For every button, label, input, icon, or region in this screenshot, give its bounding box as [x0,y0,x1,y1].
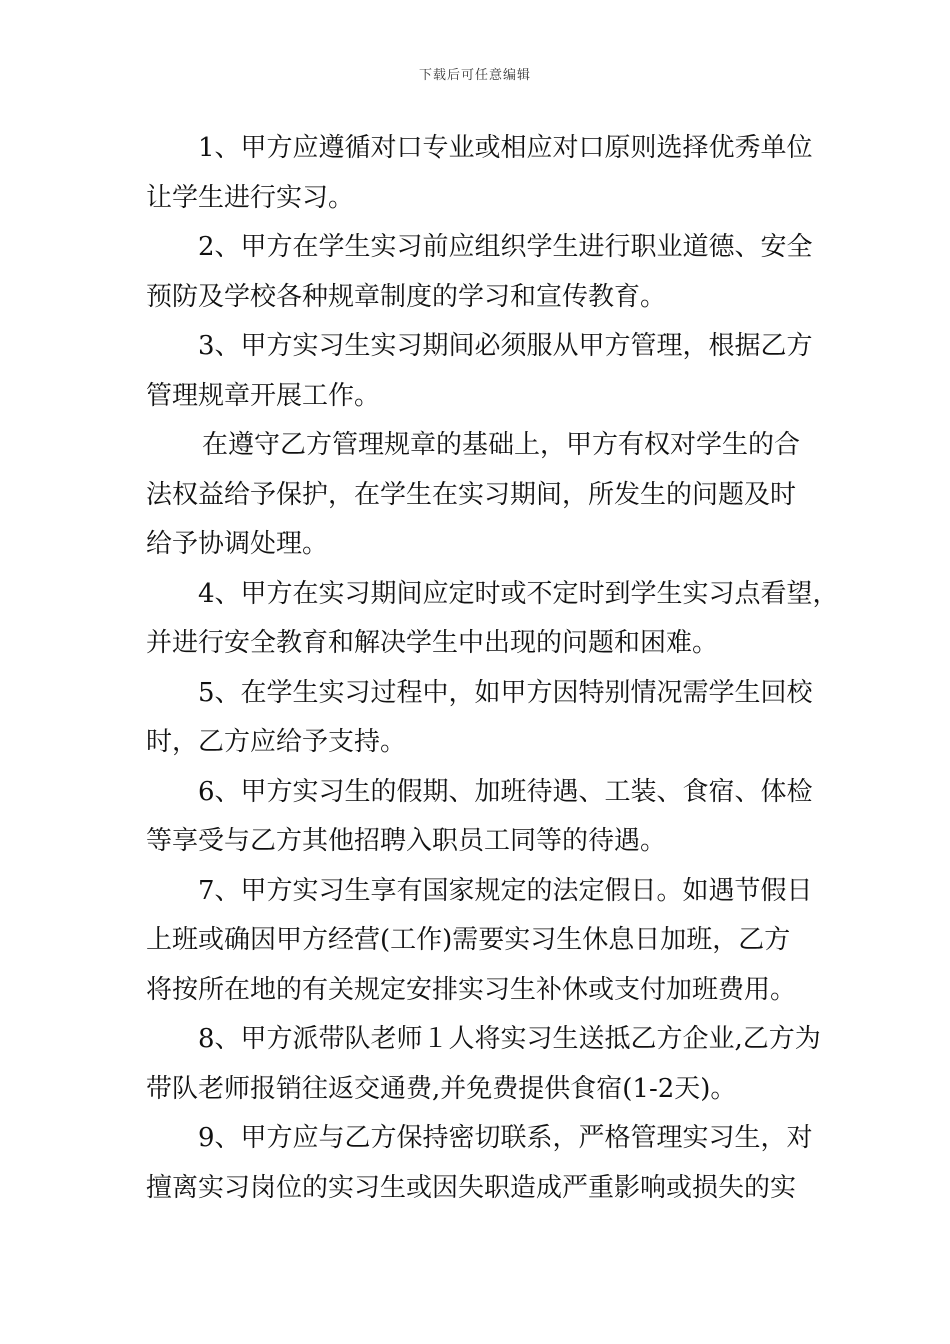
paragraph-6 [146,768,814,867]
paragraph-2 [146,223,814,322]
paragraph-5 [146,669,814,768]
text-line: 给予协调处理。 [146,529,329,559]
text-line: 8、甲方派带队老师１人将实习生送抵乙方企业,乙方为 [198,1024,821,1054]
text-line: 9、甲方应与乙方保持密切联系，严格管理实习生，对 [198,1123,813,1153]
text-line: 时，乙方应给予支持。 [146,727,407,757]
text-line: 6、甲方实习生的假期、加班待遇、工装、食宿、体检 [198,776,813,807]
text-line: 在遵守乙方管理规章的基础上，甲方有权对学生的合 [202,430,801,460]
text-line: 将按所在地的有关规定安排实习生补休或支付加班费用。 [146,974,797,1005]
text-line: 让学生进行实习。 [146,182,355,213]
text-line: 擅离实习岗位的实习生或因失职造成严重影响或损失的实 [146,1172,797,1203]
paragraph-1 [146,124,814,223]
paragraph-8 [146,1015,821,1114]
page-header: 下载后可任意编辑 [418,68,531,83]
text-line: 5、在学生实习过程中，如甲方因特别情况需学生回校 [198,677,813,708]
text-line: 管理规章开展工作。 [146,380,381,411]
text-line: 法权益给予保护，在学生在实习期间，所发生的问题及时 [146,479,797,510]
text-line: 3、甲方实习生实习期间必须服从甲方管理，根据乙方 [198,331,813,361]
text-line: 带队老师报销往返交通费,并免费提供食宿(1-2天)。 [146,1073,737,1104]
paragraph-9 [146,1114,814,1213]
document-body [146,124,839,1213]
paragraph-3-supplement [146,421,814,570]
paragraph-7 [146,867,814,1016]
text-line: 预防及学校各种规章制度的学习和宣传教育。 [146,281,667,312]
text-line: 2、甲方在学生实习前应组织学生进行职业道德、安全 [198,232,813,262]
paragraph-4 [146,570,839,669]
paragraph-3 [146,322,814,421]
text-line: 1、甲方应遵循对口专业或相应对口原则选择优秀单位 [198,133,813,163]
text-line: 上班或确因甲方经营(工作)需要实习生休息日加班，乙方 [146,925,791,955]
text-line: 等享受与乙方其他招聘入职员工同等的待遇。 [146,826,667,856]
text-line: 4、甲方在实习期间应定时或不定时到学生实习点看望， [198,578,839,609]
text-line: 并进行安全教育和解决学生中出现的问题和困难。 [146,628,719,658]
text-line: 7、甲方实习生享有国家规定的法定假日。如遇节假日 [198,875,813,906]
